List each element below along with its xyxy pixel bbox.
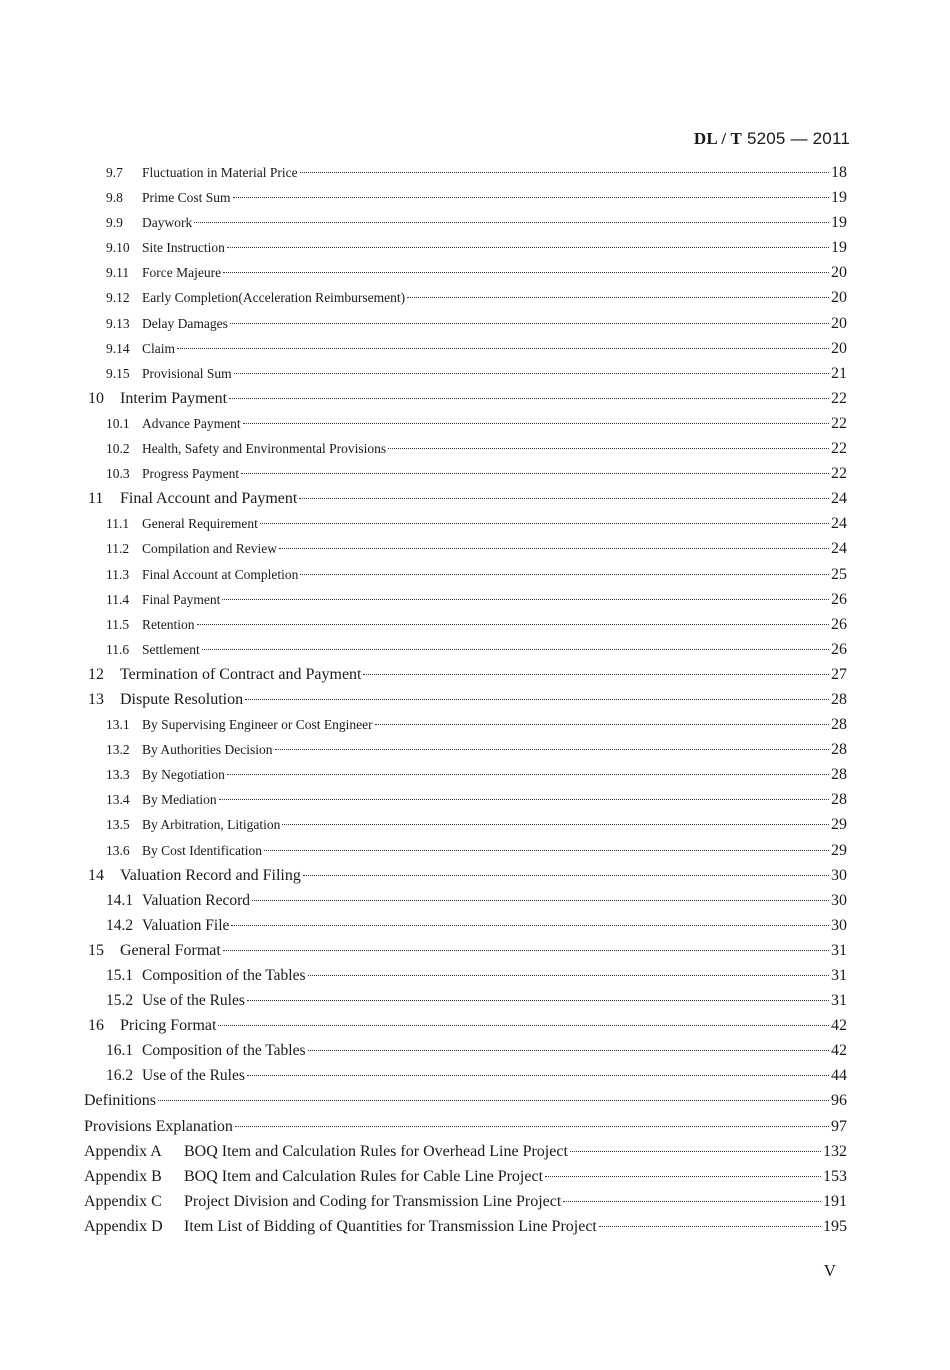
toc-entry-number: Appendix A [84,1142,162,1160]
toc-entry-title: Composition of the Tables [142,1042,306,1060]
toc-entry-title: Dispute Resolution [120,690,244,708]
toc-entry [84,1168,847,1193]
dot-leader [252,900,829,901]
toc-entry-number: 11.6 [106,641,130,657]
toc-entry-number: 9.14 [106,340,130,356]
toc-entry-title: General Format [120,941,221,959]
toc-entry [84,1092,847,1117]
dot-leader [308,1050,829,1051]
toc-entry [84,490,847,515]
toc-entry-page: 26 [831,615,847,633]
toc-entry [84,1067,847,1092]
toc-entry-title: Settlement [142,641,200,657]
toc-entry [84,340,847,365]
toc-entry-title: Delay Damages [142,315,228,331]
dot-leader [363,674,829,675]
dot-leader [282,824,829,825]
dot-leader [222,599,829,600]
dot-leader [563,1201,821,1202]
toc-entry-title: Definitions [84,1092,156,1110]
toc-entry [84,1218,847,1243]
toc-entry [84,1193,847,1218]
toc-entry-page: 97 [831,1117,847,1135]
toc-entry-title: Health, Safety and Environmental Provisions [142,441,387,457]
toc-entry [84,264,847,289]
toc-entry [84,415,847,440]
toc-entry-page: 26 [831,590,847,608]
dot-leader [375,724,829,725]
toc-entry-page: 195 [823,1217,847,1235]
dot-leader [223,950,829,951]
toc-entry [84,214,847,239]
dot-leader [227,774,829,775]
dot-leader [279,548,829,549]
toc-entry-number: 10.3 [106,466,130,482]
toc-entry [84,691,847,716]
dot-leader [388,448,829,449]
toc-entry-number: 13.6 [106,842,130,858]
toc-entry-page: 24 [831,490,847,508]
toc-entry-page: 20 [831,339,847,357]
toc-entry-number: 9.12 [106,290,130,306]
toc-entry-title: Provisions Explanation [84,1117,233,1135]
toc-entry-title: Pricing Format [120,1017,217,1035]
toc-entry-title: General Requirement [142,516,258,532]
toc-entry-title: Project Division and Coding for Transmission Line Project [184,1192,562,1210]
toc-entry-page: 20 [831,289,847,307]
toc-entry-number: 13.1 [106,717,130,733]
toc-entry-number: 9.13 [106,315,130,331]
toc-entry-page: 28 [831,716,847,734]
toc-entry [84,641,847,666]
toc-entry-page: 153 [823,1167,847,1185]
toc-entry-title: Provisional Sum [142,365,232,381]
toc-entry-page: 42 [831,1017,847,1035]
toc-entry-title: Final Payment [142,591,221,607]
dot-leader [202,649,829,650]
dot-leader [599,1226,821,1227]
toc-entry [84,465,847,490]
toc-entry-number: 15.2 [106,992,134,1010]
toc-entry-title: By Arbitration, Litigation [142,817,281,833]
toc-entry [84,1118,847,1143]
toc-entry-number: 16 [88,1017,104,1035]
toc-entry-title: Progress Payment [142,466,240,482]
toc-entry [84,1042,847,1067]
toc-entry-title: Final Account at Completion [142,566,299,582]
toc-entry [84,390,847,415]
toc-entry-page: 22 [831,414,847,432]
dot-leader [231,925,829,926]
toc-entry-title: Termination of Contract and Payment [120,665,362,683]
dot-leader [234,373,829,374]
toc-entry-title: Use of the Rules [142,992,245,1010]
toc-entry-page: 29 [831,816,847,834]
dot-leader [230,323,829,324]
dot-leader [300,172,829,173]
page-number: V [823,1261,836,1280]
toc-entry-page: 24 [831,515,847,533]
toc-entry-number: Appendix B [84,1167,162,1185]
toc-entry-title: By Cost Identification [142,842,262,858]
toc-entry-number: 11 [88,490,104,508]
toc-entry-title: Site Instruction [142,240,225,256]
document-code-prefix: DL / T [693,129,743,148]
toc-entry-number: 13.2 [106,742,130,758]
toc-entry-number: 11.5 [106,616,130,632]
toc-entry [84,666,847,691]
toc-entry-page: 21 [831,364,847,382]
toc-entry [84,440,847,465]
toc-entry-number: 11.4 [106,591,130,607]
toc-entry-title: Interim Payment [120,389,228,407]
toc-entry-title: Retention [142,616,195,632]
toc-entry-number: 9.15 [106,365,130,381]
toc-entry-title: Valuation File [142,916,230,934]
toc-entry-number: 14 [88,866,104,884]
table-of-contents [84,164,847,1243]
document-code-header [694,129,850,149]
toc-entry-number: 11.2 [106,541,130,557]
toc-entry-number: 10.1 [106,415,130,431]
dot-leader [247,1000,829,1001]
dot-leader [245,699,829,700]
toc-entry-number: 16.1 [106,1042,134,1060]
toc-entry-page: 19 [831,239,847,257]
toc-entry-page: 42 [831,1042,847,1060]
toc-entry-page: 132 [823,1142,847,1160]
toc-entry-title: Item List of Bidding of Quantities for Transmission Line Project [184,1217,597,1235]
toc-entry-title: Composition of the Tables [142,967,306,984]
toc-entry [84,515,847,540]
dot-leader [264,850,829,851]
document-code-number: 5205 — 2011 [742,129,850,148]
toc-entry-number: 11.3 [106,566,130,582]
dot-leader [303,875,829,876]
toc-entry-page: 28 [831,690,847,708]
toc-entry-page: 30 [831,866,847,884]
toc-entry [84,716,847,741]
dot-leader [570,1151,821,1152]
dot-leader [223,272,829,273]
toc-entry-title: Compilation and Review [142,541,277,557]
dot-leader [233,197,829,198]
toc-entry [84,540,847,565]
toc-entry-title: BOQ Item and Calculation Rules for Cable Line Project [184,1167,544,1185]
toc-entry-number: 12 [88,665,104,683]
toc-entry-page: 26 [831,640,847,658]
toc-entry-number: 9.7 [106,165,123,180]
dot-leader [300,574,829,575]
toc-entry-title: Advance Payment [142,415,241,431]
toc-entry [84,942,847,967]
toc-entry-number: 13.3 [106,767,130,783]
toc-entry [84,791,847,816]
toc-entry-title: Early Completion(Acceleration Reimbursement) [142,290,406,306]
dot-leader [227,247,829,248]
toc-entry-page: 22 [831,465,847,483]
dot-leader [243,423,829,424]
toc-entry [84,1017,847,1042]
toc-entry [84,766,847,791]
toc-entry-number: 15 [88,941,104,959]
toc-entry-page: 96 [831,1092,847,1110]
toc-entry-page: 31 [831,941,847,959]
toc-entry-title: Valuation Record [142,891,251,909]
toc-entry-page: 19 [831,189,847,207]
toc-entry-title: Force Majeure [142,265,222,281]
dot-leader [407,297,829,298]
toc-entry-number: 16.2 [106,1067,134,1085]
toc-entry [84,917,847,942]
toc-entry-page: 18 [831,164,847,181]
toc-entry-page: 25 [831,565,847,583]
toc-entry [84,566,847,591]
toc-entry [84,892,847,917]
toc-entry [84,616,847,641]
dot-leader [299,498,829,499]
dot-leader [247,1075,829,1076]
toc-entry-title: Fluctuation in Material Price [142,165,298,180]
toc-entry-page: 24 [831,540,847,558]
toc-entry-title: By Supervising Engineer or Cost Engineer [142,717,373,733]
toc-entry [84,164,847,189]
toc-entry [84,967,847,992]
toc-entry [84,591,847,616]
dot-leader [545,1176,821,1177]
toc-entry-title: By Mediation [142,792,217,808]
toc-entry [84,239,847,264]
toc-entry-title: BOQ Item and Calculation Rules for Overhead Line Project [184,1142,568,1160]
toc-entry [84,289,847,314]
dot-leader [229,398,829,399]
toc-entry [84,315,847,340]
dot-leader [235,1126,829,1127]
toc-entry-page: 19 [831,214,847,232]
toc-entry-page: 44 [831,1067,847,1085]
toc-entry-number: Appendix C [84,1192,162,1210]
toc-entry-title: Final Account and Payment [120,490,298,508]
toc-entry-number: 14.1 [106,891,134,909]
toc-entry-page: 20 [831,314,847,332]
dot-leader [241,473,829,474]
toc-entry-number: 10.2 [106,441,130,457]
toc-entry-number: 13.4 [106,792,130,808]
toc-entry [84,842,847,867]
toc-entry-number: 10 [88,389,104,407]
dot-leader [260,523,829,524]
toc-entry-page: 29 [831,841,847,859]
toc-entry-title: Valuation Record and Filing [120,866,301,884]
toc-entry-number: 11.1 [106,516,130,532]
toc-entry-number: 9.9 [106,215,123,231]
toc-entry-page: 31 [831,967,847,984]
toc-entry-number: 14.2 [106,916,134,934]
toc-entry-page: 22 [831,440,847,458]
toc-entry-title: Daywork [142,215,193,231]
toc-entry-number: 13 [88,690,104,708]
dot-leader [194,222,829,223]
toc-entry-page: 191 [823,1192,847,1210]
toc-entry-title: Prime Cost Sum [142,190,231,206]
toc-entry-title: Claim [142,340,175,356]
dot-leader [308,975,829,976]
toc-entry-title: Use of the Rules [142,1067,245,1085]
toc-entry-page: 28 [831,791,847,809]
toc-entry [84,992,847,1017]
dot-leader [275,749,830,750]
toc-entry-page: 31 [831,992,847,1010]
toc-entry-number: Appendix D [84,1217,163,1235]
toc-entry-page: 30 [831,916,847,934]
toc-entry-title: By Negotiation [142,767,225,783]
toc-entry-page: 22 [831,389,847,407]
toc-entry-number: 9.10 [106,240,130,256]
toc-entry [84,867,847,892]
toc-entry-page: 27 [831,665,847,683]
toc-entry-page: 30 [831,891,847,909]
toc-entry-number: 9.11 [106,265,130,281]
toc-entry [84,365,847,390]
toc-entry-number: 13.5 [106,817,130,833]
toc-entry [84,741,847,766]
toc-entry-page: 28 [831,766,847,784]
dot-leader [197,624,830,625]
dot-leader [177,348,829,349]
dot-leader [218,1025,829,1026]
toc-entry-number: 9.8 [106,190,123,206]
toc-entry-number: 15.1 [106,967,134,984]
toc-entry [84,1143,847,1168]
toc-entry [84,189,847,214]
dot-leader [219,799,829,800]
dot-leader [158,1100,829,1101]
toc-entry-title: By Authorities Decision [142,742,273,758]
toc-entry-page: 20 [831,264,847,282]
toc-entry [84,816,847,841]
toc-entry-page: 28 [831,741,847,759]
